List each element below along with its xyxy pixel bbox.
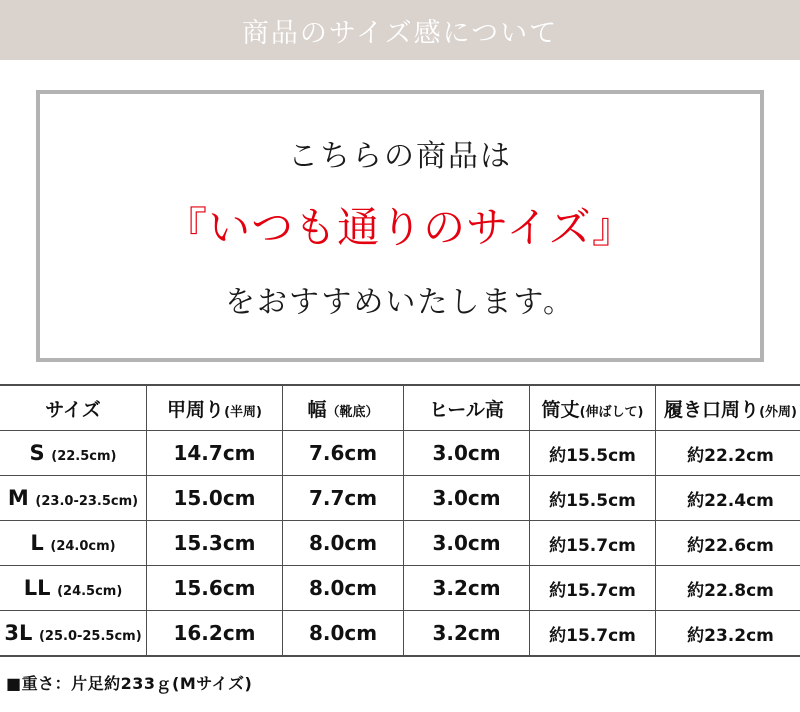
size-cell — [0, 521, 147, 566]
cell-value: 約15.7cm — [549, 580, 636, 601]
weight-footnote: ■重さ：片足約233ｇ(Mサイズ) — [6, 674, 253, 693]
table-cell — [283, 431, 404, 476]
size-label: 3L — [4, 621, 33, 645]
table-cell — [656, 566, 800, 611]
header-label: 履き口周り — [664, 398, 760, 421]
size-range: (23.0-23.5cm) — [35, 494, 139, 509]
cell-value: 3.0cm — [432, 486, 501, 510]
table-cell — [530, 611, 656, 657]
table-cell — [147, 566, 283, 611]
size-table — [0, 384, 800, 657]
table-cell — [656, 521, 800, 566]
table-cell — [283, 521, 404, 566]
header-sublabel: （靴底） — [326, 404, 379, 420]
table-cell — [656, 611, 800, 657]
table-cell — [656, 431, 800, 476]
size-range: (25.0-25.5cm) — [38, 629, 142, 644]
cell-value: 15.3cm — [173, 531, 256, 555]
cell-value: 約22.6cm — [687, 535, 774, 556]
table-cell — [656, 476, 800, 521]
size-cell — [0, 611, 147, 657]
size-range: (24.5cm) — [57, 584, 123, 599]
size-label: LL — [23, 576, 51, 600]
size-cell — [0, 566, 147, 611]
header-sublabel: (半周) — [224, 404, 262, 420]
table-row — [0, 611, 800, 657]
header-label: 幅 — [307, 398, 327, 421]
table-cell — [404, 611, 530, 657]
table-header-cell — [656, 385, 800, 431]
page-header — [0, 0, 800, 60]
cell-value: 約22.2cm — [687, 445, 774, 466]
callout-highlight: 『いつも通りのサイズ』 — [165, 203, 635, 252]
table-row — [0, 476, 800, 521]
cell-value: 約15.5cm — [549, 490, 636, 511]
header-sublabel: (外周) — [759, 404, 797, 420]
size-table-section — [0, 362, 800, 657]
cell-value: 16.2cm — [173, 621, 256, 645]
callout-line-1: こちらの商品は — [288, 139, 512, 174]
table-row — [0, 521, 800, 566]
size-label: L — [30, 531, 44, 555]
cell-value: 約22.8cm — [687, 580, 774, 601]
table-cell — [530, 521, 656, 566]
table-row — [0, 566, 800, 611]
header-label: 甲周り — [167, 398, 225, 421]
table-header-cell — [0, 385, 147, 431]
size-recommendation-box — [36, 90, 764, 362]
size-range: (24.0cm) — [50, 539, 116, 554]
cell-value: 約23.2cm — [687, 625, 774, 646]
table-header-cell — [147, 385, 283, 431]
size-label: S — [29, 441, 45, 465]
size-range: (22.5cm) — [51, 449, 117, 464]
header-label: ヒール高 — [429, 398, 504, 421]
cell-value: 約15.7cm — [549, 625, 636, 646]
cell-value: 3.0cm — [432, 441, 501, 465]
table-cell — [404, 476, 530, 521]
cell-value: 約22.4cm — [687, 490, 774, 511]
callout-line-3: をおすすめいたします。 — [225, 285, 575, 320]
table-cell — [404, 521, 530, 566]
table-cell — [147, 521, 283, 566]
cell-value: 7.7cm — [308, 486, 378, 510]
size-cell — [0, 476, 147, 521]
table-header-cell — [283, 385, 404, 431]
table-cell — [283, 476, 404, 521]
cell-value: 約15.7cm — [549, 535, 636, 556]
cell-value: 3.2cm — [432, 576, 501, 600]
table-cell — [404, 431, 530, 476]
cell-value: 約15.5cm — [549, 445, 636, 466]
table-cell — [530, 476, 656, 521]
page-title: 商品のサイズ感について — [241, 17, 559, 49]
cell-value: 15.6cm — [173, 576, 256, 600]
table-row — [0, 431, 800, 476]
table-cell — [147, 431, 283, 476]
header-label: サイズ — [45, 398, 101, 421]
cell-value: 8.0cm — [308, 621, 378, 645]
table-cell — [147, 611, 283, 657]
table-header-cell — [404, 385, 530, 431]
table-cell — [283, 611, 404, 657]
table-cell — [147, 476, 283, 521]
cell-value: 3.0cm — [432, 531, 501, 555]
table-header-row — [0, 385, 800, 431]
table-header-cell — [530, 385, 656, 431]
cell-value: 15.0cm — [173, 486, 256, 510]
header-sublabel: (伸ばして) — [579, 404, 644, 420]
cell-value: 7.6cm — [308, 441, 378, 465]
size-label: M — [7, 486, 29, 510]
table-cell — [530, 566, 656, 611]
cell-value: 3.2cm — [432, 621, 501, 645]
table-cell — [283, 566, 404, 611]
table-cell — [530, 431, 656, 476]
callout-section — [0, 60, 800, 362]
size-cell — [0, 431, 147, 476]
cell-value: 14.7cm — [173, 441, 256, 465]
header-label: 筒丈 — [541, 398, 580, 421]
table-cell — [404, 566, 530, 611]
cell-value: 8.0cm — [308, 576, 378, 600]
cell-value: 8.0cm — [308, 531, 378, 555]
